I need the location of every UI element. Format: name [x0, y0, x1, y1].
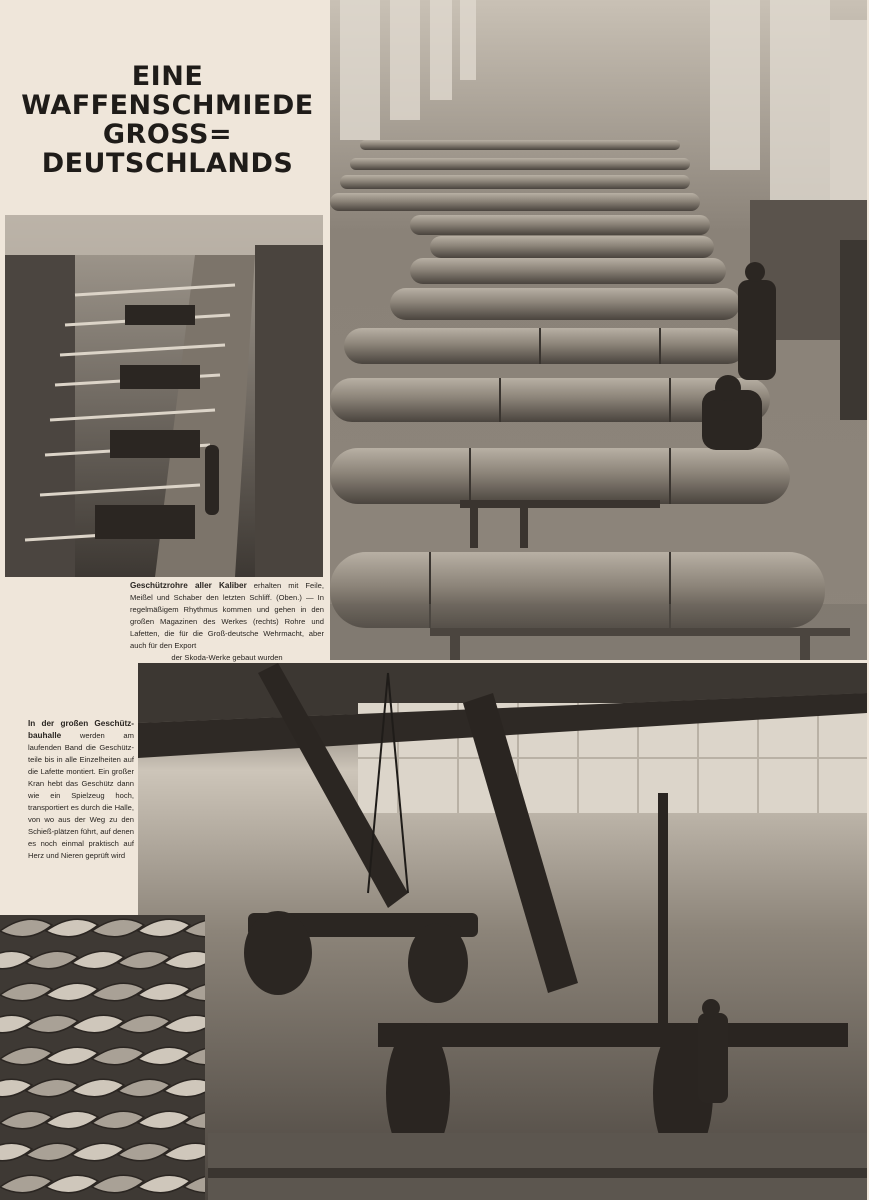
title-line-2: WAFFENSCHMIEDE [21, 90, 314, 121]
title-line-4: DEUTSCHLANDS [41, 148, 294, 179]
photo-gun-barrels [330, 0, 867, 660]
photo-assembly-line [5, 215, 323, 577]
photo-shell-stack [0, 915, 205, 1200]
caption-top-last-line: der Skoda-Werke gebaut wurden [171, 653, 283, 662]
caption-bottom-lead: In der großen Geschütz-bauhalle [28, 719, 134, 740]
caption-gun-barrels [130, 580, 324, 664]
title-line-1: EINE [131, 61, 204, 92]
article-title [0, 62, 335, 178]
title-line-3: GROSS= [102, 119, 233, 150]
caption-top-body: erhalten mit Feile, Meißel und Schaber den letzten Schliff. (Oben.) — In regelmäßigem Rhythmus kommen und gehen in den großen Magazinen des Werkes (rechts) Rohre und Lafetten, die für die Groß-deutsche Wehrmacht, aber auch für den Export [130, 581, 324, 650]
caption-top-lead: Geschützrohre aller Kaliber [130, 581, 247, 590]
caption-assembly-hall [28, 718, 134, 862]
caption-bottom-body: werden am laufenden Band die Geschütz-teile bis in alle Einzelheiten auf die Lafette montiert. Ein großer Kran hebt das Geschütz dann wie ein Spielzeug hoch, transportiert es durch die Halle, von wo aus der Weg zu den Schieß-plätzen führt, auf denen es noch einmal praktisch auf Herz und Nieren geprüft wird [28, 731, 134, 860]
photo-assembly-hall-crane [138, 663, 867, 1200]
